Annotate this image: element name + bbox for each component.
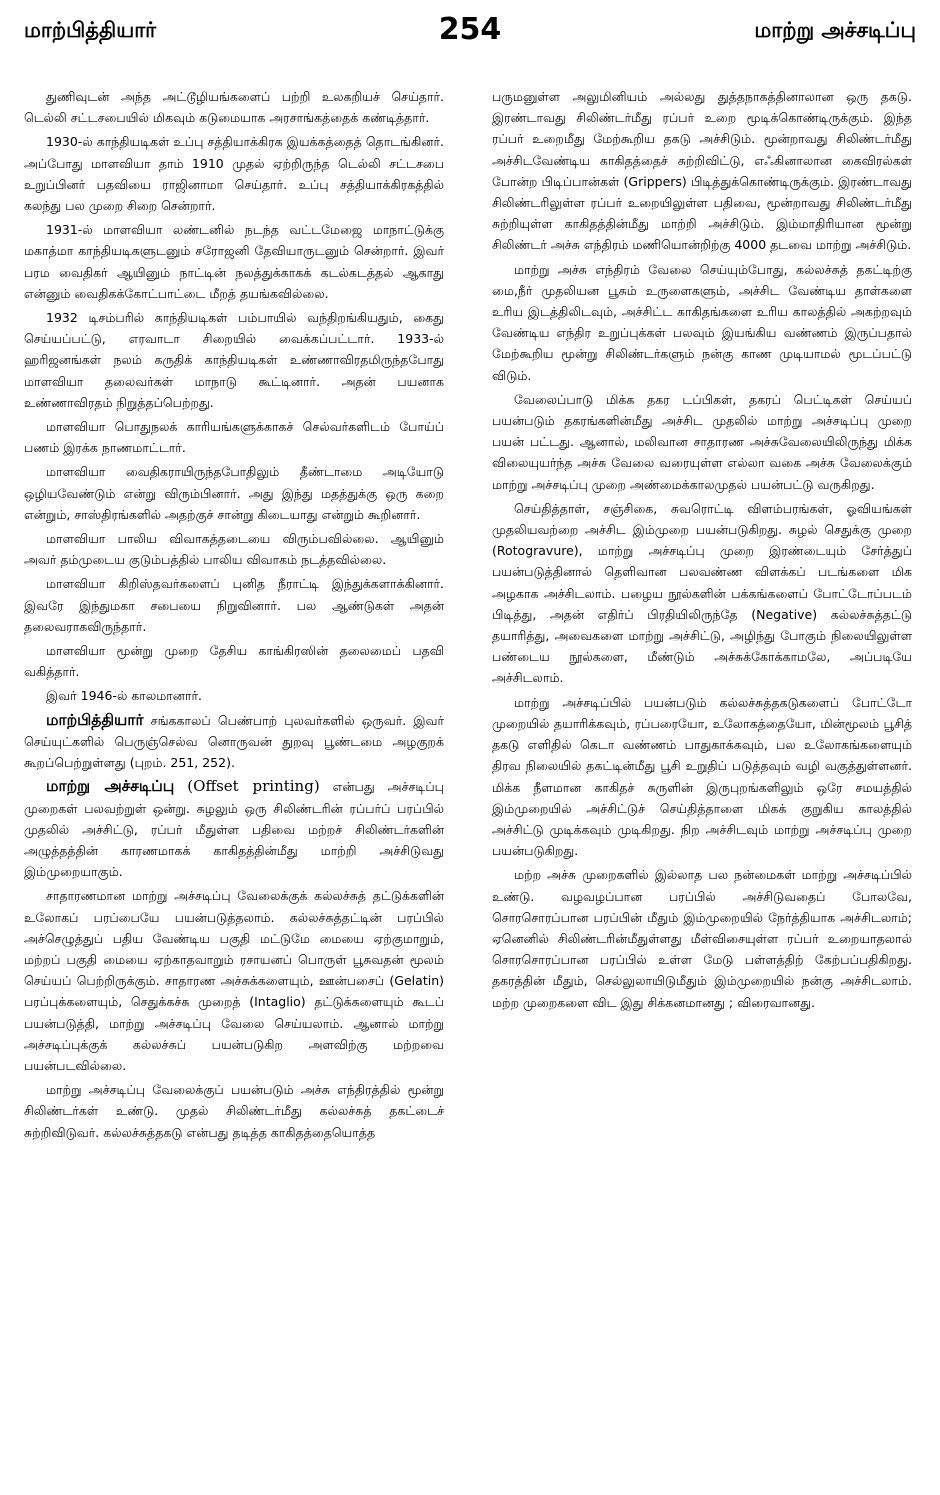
page-number: 254	[438, 12, 502, 47]
paragraph	[24, 461, 444, 525]
paragraph-text: மாளவியா வைதிகராயிருந்தபோதிலும் தீண்டாமை அடியோடு ஒழியவேண்டும் என்று விரும்பினார். அது இந்து மதத்துக்கு ஒரு கறை என்றும், சாஸ்திரங்களில் அதற்குச் சான்று கிடையாது என்றும் கூறினார்.	[24, 464, 444, 522]
paragraph	[492, 259, 912, 386]
paragraph-text: என்பது அச்சடிப்பு முறைகள் பலவற்றுள் ஒன்று. சுழலும் ஒரு சிலிண்டரின் ரப்பர்ப் பரப்பில் முதலில் அச்சிட்டு, ரப்பர் மீதுள்ள பதிவை மற்றச் சிலிண்டர்களின் அழுத்தத்தின் காரணமாகக் காகிதத்தின்மீது மாற்றி அச்சிடுவது இம்முறையாகும்.	[24, 779, 444, 880]
paragraph-text: பருமனுள்ள அலுமினியம் அல்லது துத்தநாகத்தினாலான ஒரு தகடு. இரண்டாவது சிலிண்டர்மீது ரப்பர் உறை மூடிக்கொண்டிருக்கும். இந்த ரப்பர் உறைமீது மேற்கூறிய தகடு அச்சிடும். மூன்றாவது சிலிண்டர்மீது அச்சிடவேண்டிய காகிதத்தைச் சுற்றிவிட்டு, எஃகினாலான கைவிரல்கள் போன்ற பிடிப்பான்கள் (Grippers) பிடித்துக்கொண்டிருக்கும். இரண்டாவது சிலிண்டரிலுள்ள ரப்பர் உறையிலுள்ள பதிவை, மூன்றாவது சிலிண்டர்மீது சுற்றியுள்ள காகிதத்தின்மீது மாற்றி அச்சிடும். இம்மாதிரியான மூன்று சிலிண்டர் அச்சு எந்திரம் மணியொன்றிற்கு 4000 தடவை மாற்று அச்சிடும்.	[492, 89, 912, 253]
paragraph-text: 1930-ல் காந்தியடிகள் உப்பு சத்தியாக்கிரக இயக்கத்தைத் தொடங்கினர். அப்போது மாளவியா தாம் 1910 முதல் ஏற்றிருந்த டெல்லி சட்டசபை உறுப்பினர் பதவியை ராஜினாமா செய்தார். உப்பு சத்தியாக்கிரகத்தில் கலந்து பல முறை சிறை சென்றார்.	[24, 134, 444, 214]
right-column	[492, 86, 912, 1481]
latin-term: (Offset printing)	[187, 777, 320, 796]
paragraph	[24, 640, 444, 682]
paragraph	[492, 498, 912, 689]
paragraph-text: செய்தித்தாள், சஞ்சிகை, சுவரொட்டி விளம்பரங்கள், ஓவியங்கள் முதலியவற்றை அச்சிட இம்முறை பயன்படுகிறது. சுழல் செதுக்கு முறை (Rotogravure), மாற்று அச்சடிப்பு முறை இரண்டையும் சேர்த்துப் பயன்படுத்தினால் தெளிவான பலவண்ண விளக்கப் படங்களை மிக அழகாக அச்சிடலாம். பழைய நூல்களின் பக்கங்களைப் போட்டோப்படம் பிடித்து, அதன் எதிர்ப் பிரதியிலிருந்தே (Negative) கல்லச்சுத்தட்டு தயாரித்து, அவைகளை மாற்று அச்சிட்டு, அழிந்து போகும் நிலையிலுள்ள பண்டைய நூல்களை, மீண்டும் அச்சுக்கோக்காமலே, அப்படியே அச்சிடலாம்.	[492, 500, 912, 686]
paragraph-text: மாளவியா மூன்று முறை தேசிய காங்கிரஸின் தலைமைப் பதவி வகித்தார்.	[24, 643, 444, 680]
page-header	[24, 12, 916, 60]
paragraph-text: மாற்று அச்சடிப்பில் பயன்படும் கல்லச்சுத்தகடுகளைப் போட்டோ முறையில் தயாரிக்கவும், ரப்பரையோ, உலோகத்தையோ, மின்மூலம் பூசித் தகடு எளிதில் கெடா வண்ணம் பாதுகாக்கவும், பல உலோகங்களையும் திரவ நிலையில் தகட்டின்மீது பூசி உறுதிப் படுத்தவும் வழி வகுத்துள்ளனர். மிக்க நீளமான காகிதச் சுருளின் இருபுறங்களிலும் ஒரே சமயத்தில் இம்முறையில் அச்சிட்டுச் செய்தித்தாளை மிகக் குறுகிய காலத்தில் அச்சிட்டு முடிக்கவும் முடிகிறது. நிற அச்சிடவும் மாற்று அச்சடிப்பு முறை பயன்படுகிறது.	[492, 694, 912, 859]
paragraph	[24, 776, 444, 882]
paragraph	[24, 685, 444, 706]
paragraph-text: வேலைப்பாடு மிக்க தகர டப்பிகள், தகரப் பெட்டிகள் செய்யப் பயன்படும் தகரங்களின்மீது அச்சிட முதலில் மாற்று அச்சடிப்பு முறை பயன் பட்டது. ஆனால், மலிவான சாதாரண அச்சுவேலையிலிருந்து மிக்க விலையுயர்ந்த அச்சு வேலை வரையுள்ள எல்லா வகை அச்சு வேலைக்கும் மாற்று அச்சடிப்பு முறை அண்மைக்காலமுதல் பயன்பட்டு வருகிறது.	[492, 391, 912, 492]
paragraph-text: 1931-ல் மாளவியா லண்டனில் நடந்த வட்டமேஜை மாநாட்டுக்கு மகாத்மா காந்தியடிகளுடனும் சரோஜனி தேவியாருடனும் சென்றார். இவர் பரம வைதிகர் ஆயினும் நாட்டின் நலத்துக்காகக் கடல்கடத்தல் ஆகாது என்னும் வைதிகக்கோட்பாட்டை மீறத் தயங்கவில்லை.	[24, 222, 444, 301]
paragraph	[24, 528, 444, 570]
paragraph	[24, 885, 444, 1076]
paragraph-text: 1932 டிசம்பரில் காந்தியடிகள் பம்பாயில் வந்திறங்கியதும், கைது செய்யப்பட்டு, எரவாடா சிறையில் வைக்கப்பட்டார். 1933-ல் ஹரிஜனங்கள் நலம் கருதிக் காந்தியடிகள் உண்ணாவிரதமிருந்தபோது மாளவியா தலைவர்கள் மாநாடு கூட்டினார். அதன் பயனாக உண்ணாவிரதம் நிறுத்தப்பெற்றது.	[24, 310, 444, 410]
paragraph	[24, 573, 444, 637]
header-left-keyword: மாற்பித்தியார்	[24, 18, 157, 42]
paragraph	[24, 1079, 444, 1143]
paragraph	[492, 389, 912, 495]
paragraph	[492, 86, 912, 256]
paragraph-text: சாதாரணமான மாற்று அச்சடிப்பு வேலைக்குக் கல்லச்சுத் தட்டுக்களின் உலோகப் பரப்பையே பயன்படுத்தலாம். கல்லச்சுத்தட்டின் பரப்பில் அச்செழுத்துப் பதிய வேண்டிய பகுதி மட்டுமே மையை ஏற்குமாறும், மற்றப் பகுதி மையை ஏற்காதவாறும் ரசாயனப் பொருள் பூசுவதன் மூலம் செய்யப் பெற்றிருக்கும். சாதாரண அச்சுக்களையும், ஊன்பசைப் (Gelatin) பரப்புக்களையும், செதுக்கச்சு முறைத் (Intaglio) தட்டுக்களையும் கூடப் பயன்படுத்தி, மாற்று அச்சடிப்பு வேலை செய்யலாம். ஆனால் மாற்று அச்சடிப்புக்குக் கல்லச்சுப் பயன்படுகிற அளவிற்கு மற்றவை பயன்படவில்லை.	[24, 888, 444, 1073]
paragraph	[492, 692, 912, 862]
paragraph	[24, 307, 444, 413]
entry-headword: மாற்பித்தியார்	[46, 710, 144, 729]
entry-headword: மாற்று அச்சடிப்பு	[46, 777, 175, 796]
paragraph	[24, 710, 444, 774]
paragraph-text: துணிவுடன் அந்த அட்டூழியங்களைப் பற்றி உலகறியச் செய்தார். டெல்லி சட்டசபையில் மிகவும் கடுமையாக அரசாங்கத்தைக் கண்டித்தார்.	[24, 89, 444, 126]
paragraph-text: மற்ற அச்சு முறைகளில் இல்லாத பல நன்மைகள் மாற்று அச்சடிப்பில் உண்டு. வழவழப்பான பரப்பில் அச்சிடுவதைப் போலவே, சொரசொரப்பான பரப்பின் மீதும் இம்முறையில் நேர்த்தியாக அச்சிடலாம்; ஏனெனில் சிலிண்டரின்மீதுள்ளது மீள்விசையுள்ள ரப்பர் உறையாதலால் சொரசொரப்பான பரப்பில் உள்ள மேடு பள்ளத்திற் கேற்பப்பதிகிறது. தகரத்தின் மீதும், செல்லுலாயிடுமீதும் இம்முறையில் நன்கு அச்சிடலாம். மற்ற முறைகளை விட இது சிக்கனமானது ; விரைவானது.	[492, 867, 912, 1010]
header-right-keyword: மாற்று அச்சடிப்பு	[754, 18, 916, 42]
paragraph-text: இவர் 1946-ல் காலமானார்.	[46, 688, 202, 704]
paragraph-text: மாளவியா பொதுநலக் காரியங்களுக்காகச் செல்வர்களிடம் போய்ப் பணம் இரக்க நாணமாட்டார்.	[24, 419, 444, 456]
paragraph-text: மாளவியா கிறிஸ்தவர்களைப் புனித நீராட்டி இந்துக்களாக்கினார். இவரே இந்துமகா சபையை நிறுவினார். பல ஆண்டுகள் அதன் தலைவராகவிருந்தார்.	[24, 576, 444, 634]
paragraph	[24, 86, 444, 128]
paragraph	[492, 864, 912, 1012]
paragraph-text: சங்ககாலப் பெண்பாற் புலவர்களில் ஒருவர். இவர் செய்யுட்களில் பெருஞ்செல்வ னொருவன் துறவு பூண்டமை அழகுறக் கூறப்பெற்றுள்ளது (புறம். 251, 252).	[24, 712, 444, 771]
paragraph-text: மாற்று அச்சடிப்பு வேலைக்குப் பயன்படும் அச்சு எந்திரத்தில் மூன்று சிலிண்டர்கள் உண்டு. முதல் சிலிண்டர்மீது கல்லச்சுத் தகட்டைச் சுற்றிவிடுவர். கல்லச்சுத்தகடு என்பது தடித்த காகிதத்தையொத்த	[24, 1082, 444, 1140]
left-column	[24, 86, 444, 1481]
paragraph	[24, 219, 444, 304]
paragraph-text: மாற்று அச்சு எந்திரம் வேலை செய்யும்போது, கல்லச்சுத் தகட்டிற்கு மை,நீர் முதலியன பூசும் உருளைகளும், அச்சிட வேண்டிய தாள்களை உரிய இடத்திலிடவும், அச்சிட்ட காகிதங்களை உரிய காலத்தில் அகற்றவும் வேண்டிய எந்திர உறுப்புக்கள் பலவும் இயங்கிய வண்ணம் இருப்பதால் மேற்கூறிய மூன்று சிலிண்டர்களும் நன்கு காண முடியாமல் மூடப்பட்டு விடும்.	[492, 261, 912, 383]
paragraph	[24, 416, 444, 458]
paragraph-text: மாளவியா பாலிய விவாகத்தடையை விரும்பவில்லை. ஆயினும் அவர் தம்முடைய குடும்பத்தில் பாலிய விவாகம் நடத்தவில்லை.	[24, 531, 444, 568]
paragraph	[24, 131, 444, 216]
